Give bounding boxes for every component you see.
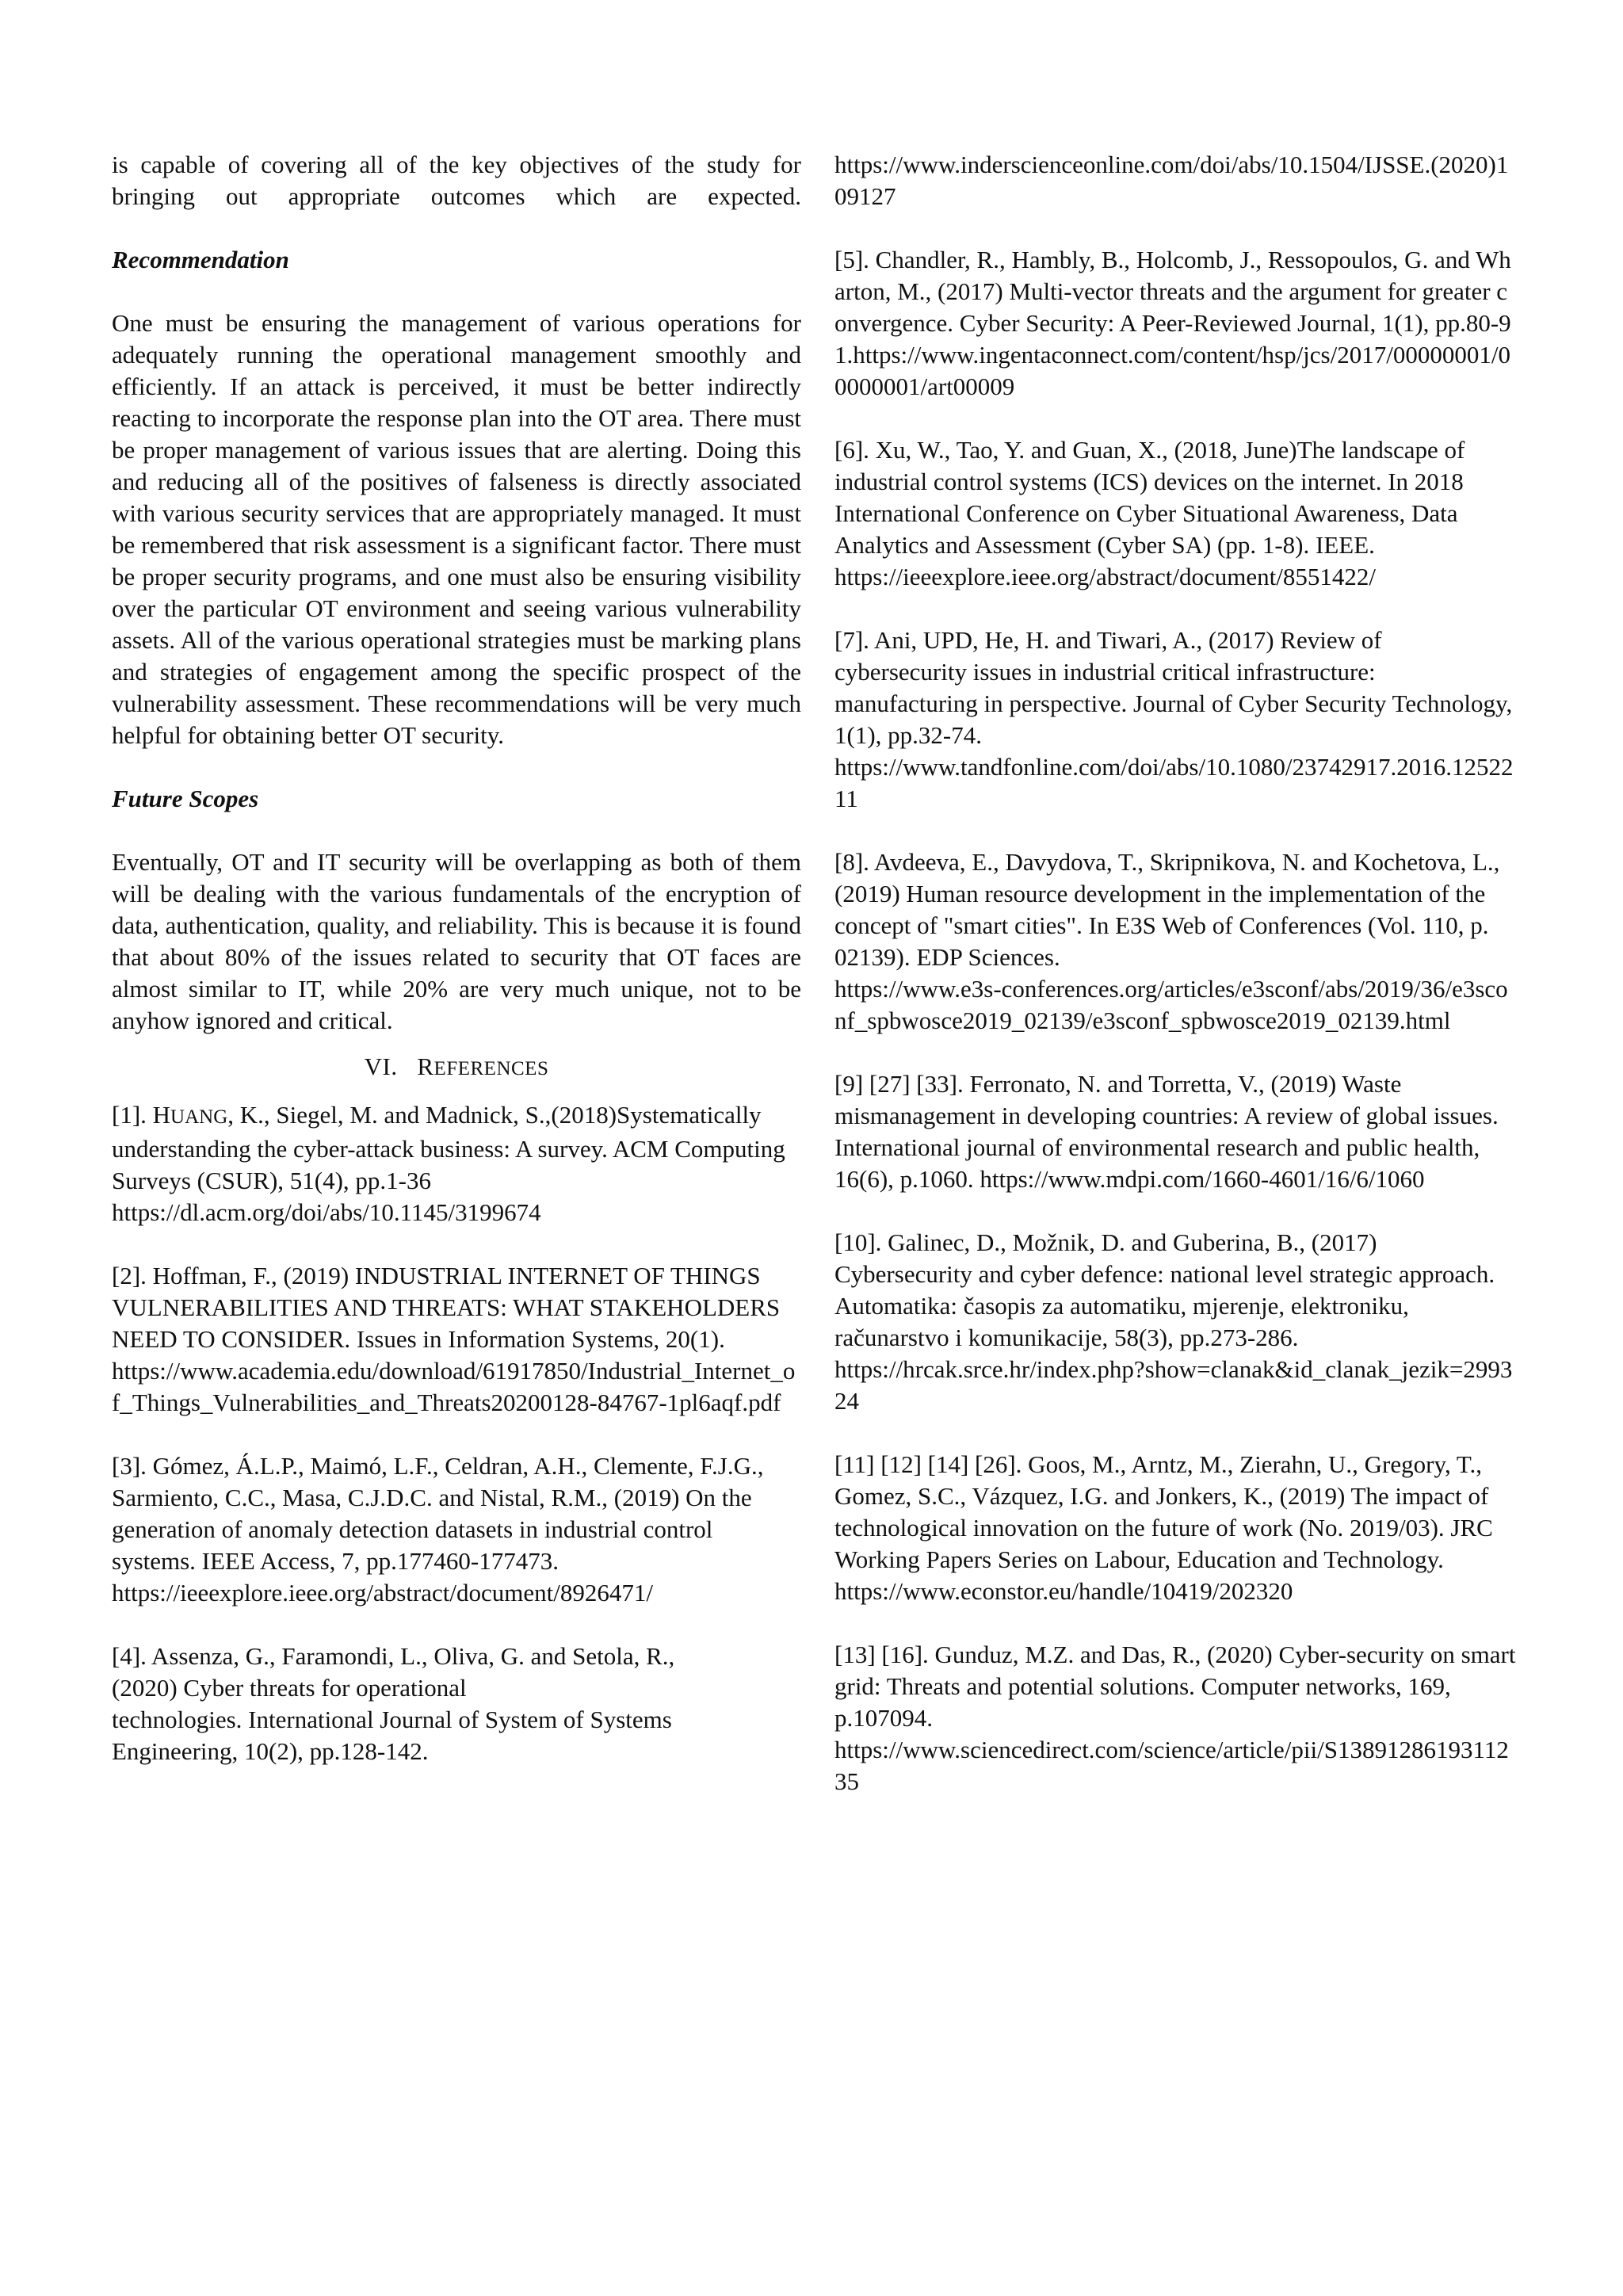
reference-continuation bbox=[834, 149, 1516, 212]
references-heading bbox=[112, 1051, 801, 1085]
recommendation-heading: Recommendation bbox=[112, 246, 289, 273]
references-number: VI. bbox=[364, 1052, 398, 1080]
intro-line: bringing out appropriate outcomes which are expected. bbox=[112, 182, 801, 210]
reference-item: [10]. Galinec, D., Možnik, D. and Guberina, B., (2017) Cybersecurity and cyber defence: national level strategic approach. Automatika: časopis za automatiku, mjerenje, elektroniku, računarstvo i komunikacije, 58(3), pp.273-286. https://hrcak.srce.hr/index.php?show=clanak&id_clanak_jezik=299324 bbox=[834, 1228, 1513, 1415]
reference-item: [3]. Gómez, Á.L.P., Maimó, L.F., Celdran, A.H., Clemente, F.J.G., Sarmiento, C.C., Masa, C.J.D.C. and Nistal, R.M., (2019) On the generation of anomaly detection datasets in industrial control systems. IEEE Access, 7, pp.177460-177473. https://ieeexplore.ieee.org/abstract/document/8926471/ bbox=[112, 1452, 764, 1606]
reference-link[interactable]: https://www.tandfonline.com/doi/abs/10.1080/23742917.2016.1252211 bbox=[834, 753, 1514, 812]
reference-link[interactable]: https://www.sciencedirect.com/science/article/pii/S1389128619311235 bbox=[834, 1736, 1509, 1795]
reference-link[interactable]: https://www.e3s-conferences.org/articles/e3sconf/abs/2019/36/e3sconf_spbwosce2019_02139/e3sconf_spbwosce2019_02139.html bbox=[834, 975, 1508, 1034]
reference-link[interactable]: https://ieeexplore.ieee.org/abstract/document/8926471/ bbox=[112, 1579, 653, 1606]
reference-link[interactable]: https://www.econstor.eu/handle/10419/202320 bbox=[834, 1577, 1293, 1605]
reference-item: [8]. Avdeeva, E., Davydova, T., Skripnikova, N. and Kochetova, L., (2019) Human resource development in the implementation of the concept of "smart cities". In E3S Web of Conferences (Vol. 110, p. 02139). EDP Sciences. https://www.e3s-conferences.org/articles/e3sconf/abs/2019/36/e3sconf_spbwosce2019_02139/e3sconf_spbwosce2019_02139.html bbox=[834, 848, 1508, 1034]
intro-line: is capable of covering all of the key objectives of the study for bbox=[112, 151, 801, 178]
reference-item: [9] [27] [33]. Ferronato, N. and Torretta, V., (2019) Waste mismanagement in developing countries: A review of global issues. International journal of environmental research and public health, 16(6), p.1060. https://www.mdpi.com/1660-4601/16/6/1060 bbox=[834, 1070, 1499, 1193]
recommendation-paragraph: One must be ensuring the management of various operations for adequately running the operational management smoothly and efficiently. If an attack is perceived, it must be better indirectly reacting to incorporate the response plan into the OT area. There must be proper management of various issues that are alerting. Doing this and reducing all of the positives of falseness is directly associated with various security services that are appropriately managed. It must be remembered that risk assessment is a significant factor. There must be proper security programs, and one must also be ensuring visibility over the particular OT environment and seeing various vulnerability assets. All of the various operational strategies must be marking plans and strategies of engagement among the specific prospect of the vulnerability assessment. These recommendations will be very much helpful for obtaining better OT security. bbox=[112, 309, 801, 749]
references-title-rest: EFERENCES bbox=[433, 1058, 549, 1079]
reference-link[interactable]: https://ieeexplore.ieee.org/abstract/document/8551422/ bbox=[834, 563, 1376, 590]
reference-link[interactable]: https://dl.acm.org/doi/abs/10.1145/3199674 bbox=[112, 1198, 541, 1226]
reference-link[interactable]: https://hrcak.srce.hr/index.php?show=clanak&id_clanak_jezik=299324 bbox=[834, 1355, 1513, 1415]
reference-item: [11] [12] [14] [26]. Goos, M., Arntz, M., Zierahn, U., Gregory, T., Gomez, S.C., Vázquez, I.G. and Jonkers, K., (2019) The impact of technological innovation on the future of work (No. 2019/03). JRC Working Papers Series on Labour, Education and Technology. https://www.econstor.eu/handle/10419/202320 bbox=[834, 1450, 1493, 1605]
reference-item: [5]. Chandler, R., Hambly, B., Holcomb, J., Ressopoulos, G. and Wharton, M., (2017) Multi-vector threats and the argument for greater convergence. Cyber Security: A Peer-Reviewed Journal, 1(1), pp.80-91.https://www.ingentaconnect.com/content/hsp/jcs/2017/00000001/00000001/art00009 bbox=[834, 246, 1511, 400]
right-column bbox=[834, 149, 1516, 1829]
future-scopes-paragraph: Eventually, OT and IT security will be overlapping as both of them will be dealing with the various fundamentals of the encryption of data, authentication, quality, and reliability. This is because it is found that about 80% of the issues related to security that OT faces are almost similar to IT, while 20% are very much unique, not to be anyhow ignored and critical. bbox=[112, 848, 801, 1034]
reference-item: [2]. Hoffman, F., (2019) INDUSTRIAL INTERNET OF THINGS VULNERABILITIES AND THREATS: WHAT STAKEHOLDERS NEED TO CONSIDER. Issues in Information Systems, 20(1). https://www.academia.edu/download/61917850/Industrial_Internet_of_Things_Vulnerabilities_and_Threats20200128-84767-1pl6aqf.pdf bbox=[112, 1262, 796, 1416]
references-title-first: R bbox=[417, 1052, 434, 1080]
intro-paragraph bbox=[112, 149, 801, 212]
reference-link[interactable]: https://www.academia.edu/download/61917850/Industrial_Internet_of_Things_Vulnerabilities_and_Threats20200128-84767-1pl6aqf.pdf bbox=[112, 1357, 796, 1416]
left-column bbox=[112, 149, 801, 1799]
reference-item: [4]. Assenza, G., Faramondi, L., Oliva, G. and Setola, R., (2020) Cyber threats for operational technologies. International Journal of System of Systems Engineering, 10(2), pp.128-142. bbox=[112, 1642, 675, 1765]
reference-item: [6]. Xu, W., Tao, Y. and Guan, X., (2018, June)The landscape of industrial control systems (ICS) devices on the internet. In 2018 International Conference on Cyber Situational Awareness, Data Analytics and Assessment (Cyber SA) (pp. 1-8). IEEE. https://ieeexplore.ieee.org/abstract/document/8551422/ bbox=[834, 436, 1465, 590]
future-scopes-heading: Future Scopes bbox=[112, 785, 259, 812]
reference-item: [13] [16]. Gunduz, M.Z. and Das, R., (2020) Cyber-security on smart grid: Threats and potential solutions. Computer networks, 169, p.107094. https://www.sciencedirect.com/science/article/pii/S1389128619311235 bbox=[834, 1641, 1516, 1795]
reference-link[interactable]: https://www.inderscienceonline.com/doi/abs/10.1504/IJSSE.(2020)109127 bbox=[834, 151, 1509, 210]
reference-item: [1]. HUANG, K., Siegel, M. and Madnick, S.,(2018)Systematically understanding the cyber-attack business: A survey. ACM Computing Surveys (CSUR), 51(4), pp.1-36 https://dl.acm.org/doi/abs/10.1145/3199674 bbox=[112, 1101, 785, 1226]
reference-item: [7]. Ani, UPD, He, H. and Tiwari, A., (2017) Review of cybersecurity issues in industrial critical infrastructure: manufacturing in perspective. Journal of Cyber Security Technology, 1(1), pp.32-74. https://www.tandfonline.com/doi/abs/10.1080/23742917.2016.1252211 bbox=[834, 626, 1514, 812]
